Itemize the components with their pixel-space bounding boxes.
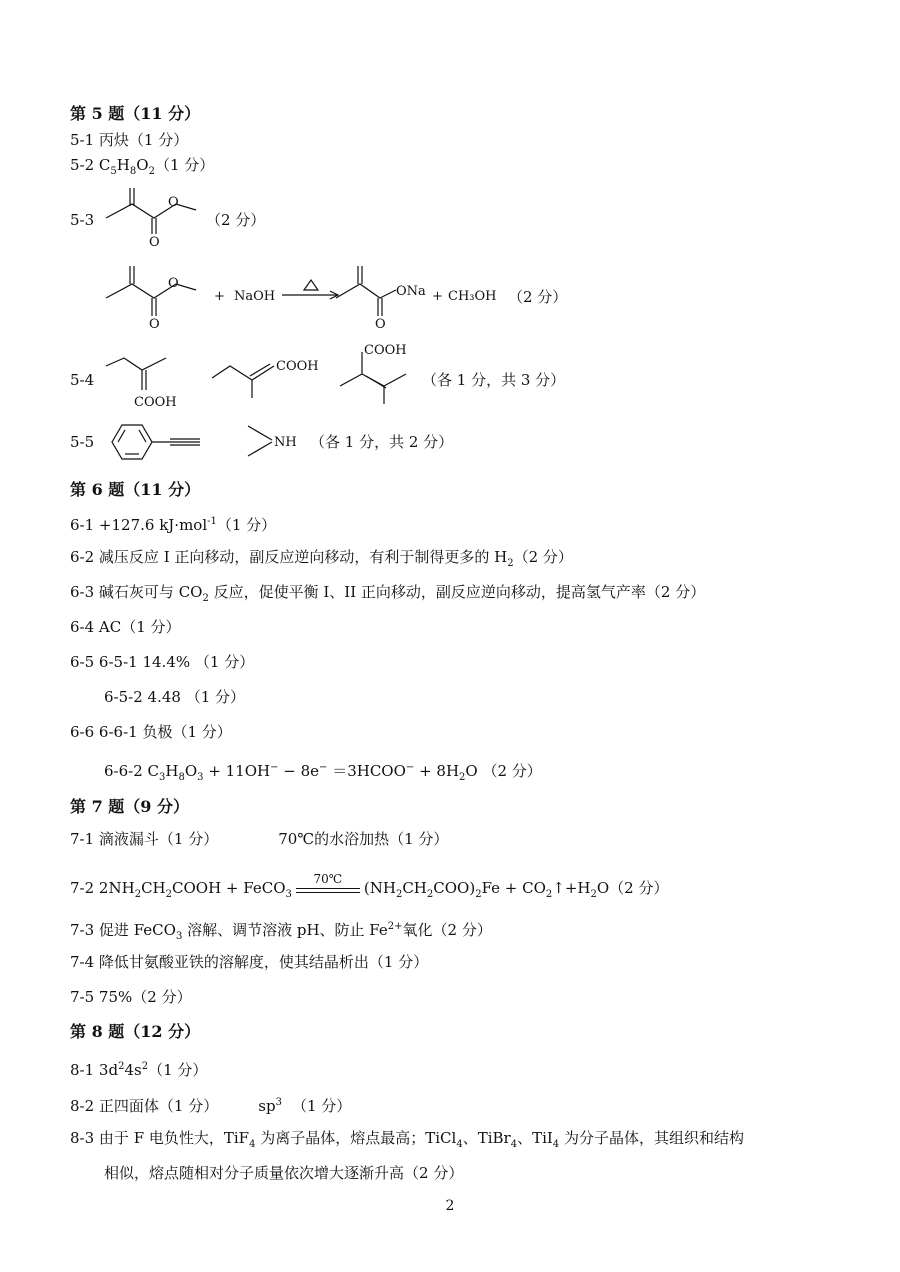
isomer-3-structure bbox=[330, 338, 430, 406]
q7-heading: 第 7 题（9 分） bbox=[70, 797, 189, 816]
plus-sign: + bbox=[214, 289, 225, 304]
product-carbonyl-o: O bbox=[375, 317, 386, 332]
q7-3: 7-3 促进 FeCO$_3$ 溶解、调节溶液 pH、防止 $Fe^{2+}$氧化（2 分） bbox=[70, 921, 492, 942]
q5-1: 5-1 丙炔（1 分） bbox=[70, 131, 189, 149]
q7-5: 7-5 75%（2 分） bbox=[70, 988, 192, 1006]
phenylacetylene-structure bbox=[104, 418, 204, 468]
q5-3-label: 5-3 bbox=[70, 211, 95, 229]
q7-2: 7-2 $2NH_2CH_2COOH$ + FeCO$_3$ 70℃ $(NH_2CH_2COO)_2Fe$ + $CO_2↑+H_2O(2$ 分） bbox=[70, 872, 669, 900]
q5-heading: 第 5 题（11 分） bbox=[70, 104, 201, 123]
q8-3-cont: 相似，熔点随相对分子质量依次增大逐渐升高（2 分） bbox=[104, 1164, 464, 1182]
q6-5-2: 6-5-2 4.48 （1 分） bbox=[104, 688, 246, 706]
q6-6-2: 6-6-2 $C_3H_8O_3 + 11OH^- - 8e^-$ ＝3HCOO− + $8H_2O$ （2 分） bbox=[104, 762, 542, 783]
nh-label: NH bbox=[274, 435, 297, 450]
q6-6-1: 6-6 6-6-1 负极（1 分） bbox=[70, 723, 232, 741]
isomer-2-cooh: COOH bbox=[276, 359, 319, 374]
q5-3-score: （2 分） bbox=[206, 211, 266, 229]
q6-4: 6-4 AC（1 分） bbox=[70, 618, 181, 636]
plus-sign-2: + bbox=[432, 289, 443, 304]
q5-4-label: 5-4 bbox=[70, 371, 95, 389]
q6-3: 6-3 碱石灰可与 $CO_2$ 反应，促使平衡 I、II 正向移动，副反应逆向移动，提高氢气产率（2 分） bbox=[70, 583, 706, 604]
q8-1: 8-1 $3d^24s^2(1$ 分） bbox=[70, 1061, 208, 1079]
q7-1: 7-1 滴液漏斗（1 分） 70℃的水浴加热（1 分） bbox=[70, 830, 449, 848]
q8-2: 8-2 正四面体（1 分） $sp^3$ （1 分） bbox=[70, 1097, 352, 1115]
carbonyl-o-label: O bbox=[149, 235, 160, 250]
methyl-methacrylate-structure bbox=[100, 182, 210, 250]
reaction-score: （2 分） bbox=[508, 288, 568, 306]
isomer-1-cooh: COOH bbox=[134, 395, 177, 410]
reactant-ester-o: O bbox=[168, 276, 179, 291]
methanol-label: CH₃OH bbox=[448, 289, 497, 304]
sodium-methacrylate-structure bbox=[334, 260, 444, 330]
q7-4: 7-4 降低甘氨酸亚铁的溶解度，使其结晶析出（1 分） bbox=[70, 953, 429, 971]
dimethylamine-structure bbox=[246, 420, 306, 464]
reactant-ester-structure bbox=[100, 260, 210, 330]
reaction-arrow-heat bbox=[280, 278, 342, 302]
q5-5-label: 5-5 bbox=[70, 433, 95, 451]
equals-sign-with-condition: 70℃ bbox=[292, 879, 364, 899]
ona-label: ONa bbox=[396, 284, 426, 299]
isomer-1-structure bbox=[104, 352, 194, 412]
q8-heading: 第 8 题（12 分） bbox=[70, 1022, 201, 1041]
q8-3: 8-3 由于 F 电负性大，TiF$_4$ 为离子晶体，熔点最高；TiCl$_4$、TiBr$_4$、TiI$_4$ 为分子晶体，其组织和结构 bbox=[70, 1129, 744, 1150]
naoh-label: NaOH bbox=[234, 289, 276, 304]
q5-4-score: （各 1 分，共 3 分） bbox=[422, 371, 566, 389]
q6-1: 6-1 +127.6 kJ·mol$^{-1}$（1 分） bbox=[70, 516, 277, 534]
q5-5-score: （各 1 分，共 2 分） bbox=[310, 433, 454, 451]
q6-5-1: 6-5 6-5-1 14.4% （1 分） bbox=[70, 653, 255, 671]
isomer-3-cooh: COOH bbox=[364, 343, 407, 358]
page-number: 2 bbox=[445, 1198, 455, 1214]
q6-2: 6-2 减压反应 I 正向移动，副反应逆向移动，有利于制得更多的 $H_2(2$ 分） bbox=[70, 548, 573, 569]
q5-2: 5-2 $C_5H_8O_2(1$ 分） bbox=[70, 156, 215, 177]
isomer-2-structure bbox=[210, 354, 330, 406]
reactant-carbonyl-o: O bbox=[149, 317, 160, 332]
q6-heading: 第 6 题（11 分） bbox=[70, 480, 201, 499]
ester-o-label: O bbox=[168, 195, 179, 210]
